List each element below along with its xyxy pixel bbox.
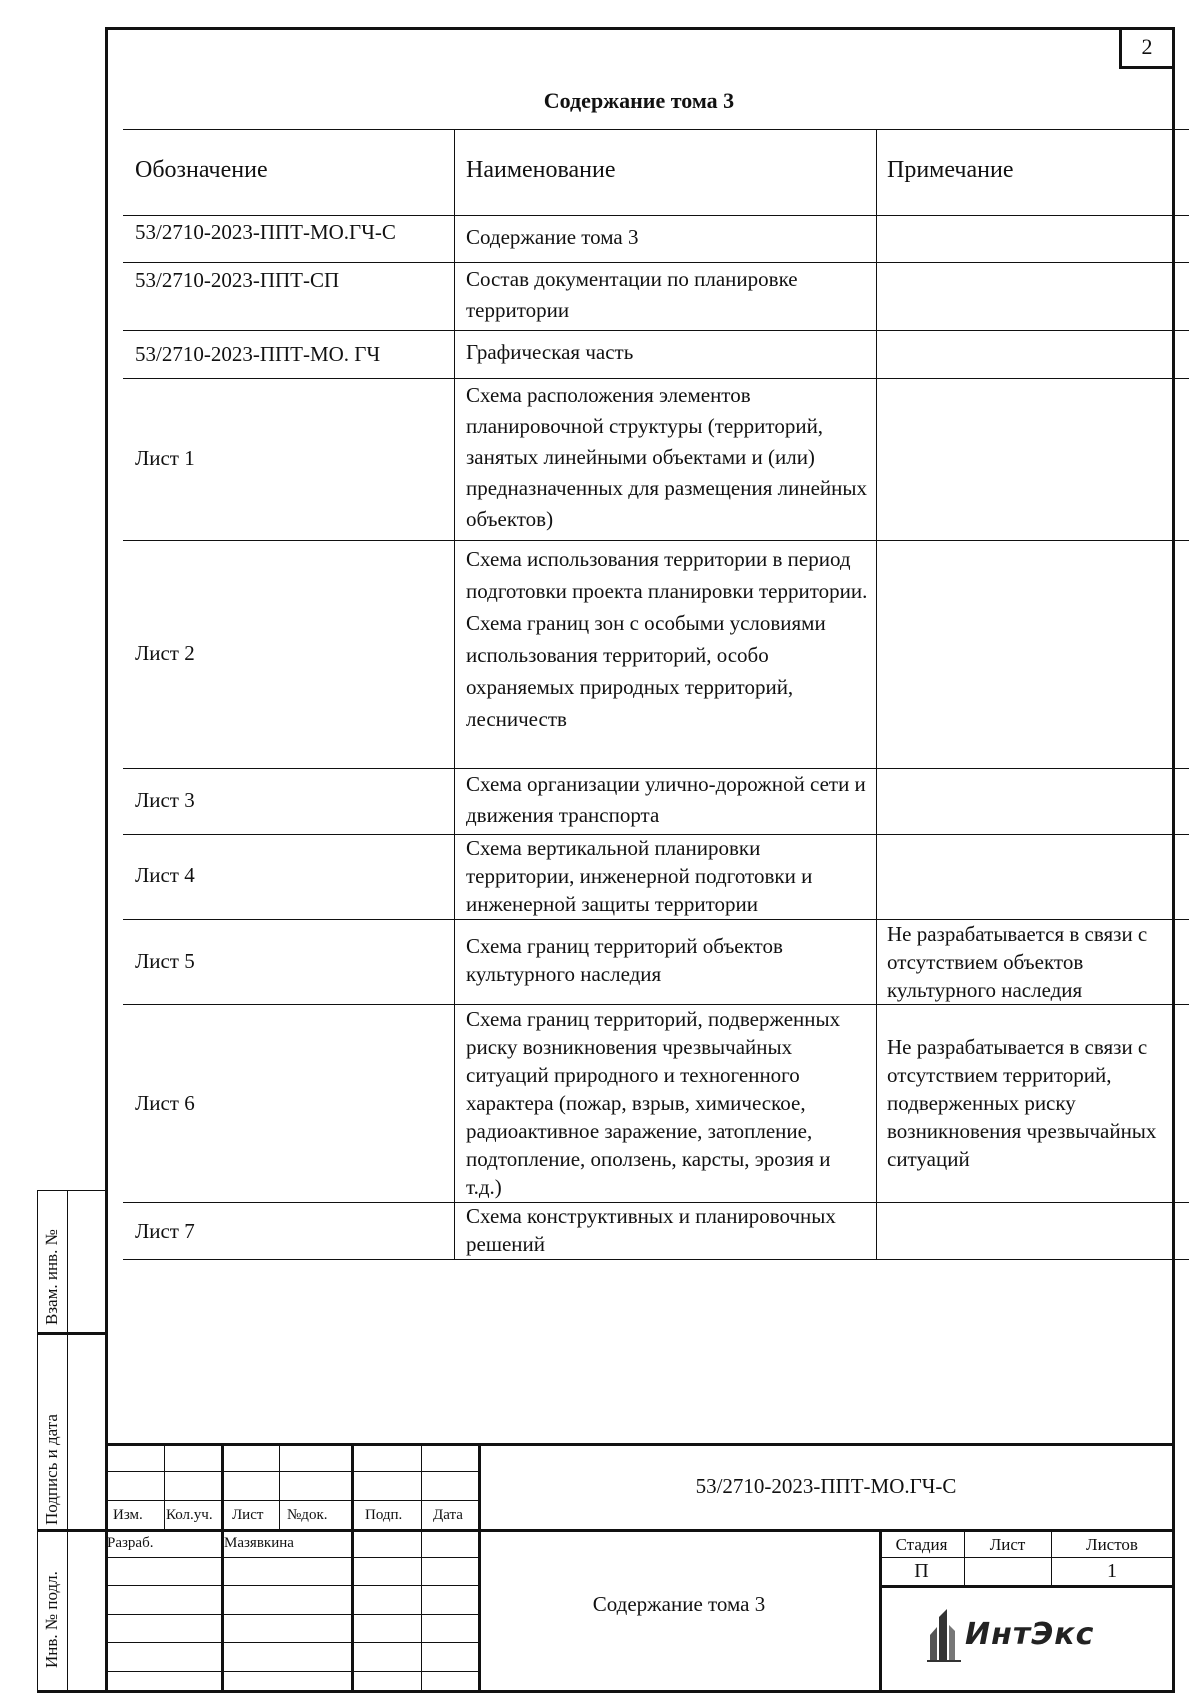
stamp-stage-value: П bbox=[914, 1560, 929, 1582]
stamp-sheets-value: 1 bbox=[1107, 1560, 1117, 1582]
stamp-header-izm: Изм. bbox=[113, 1507, 143, 1523]
table-row-code: Лист 6 bbox=[135, 1091, 195, 1115]
column-header-code: Обозначение bbox=[135, 157, 268, 183]
company-logo bbox=[925, 1605, 1125, 1665]
table-row-code: Лист 1 bbox=[135, 446, 195, 470]
table-row-code: Лист 3 bbox=[135, 788, 195, 812]
table-row-name: Схема вертикальной планировки территории, инженерной подготовки и инженерной защиты территории bbox=[466, 836, 813, 916]
table-row-name: Схема границ территорий объектов культурного наследия bbox=[466, 934, 783, 986]
table-row-name: Схема расположения элементов планировочной структуры (территорий, занятых линейными объектами и (или) предназначенных для размещения линейных объектов) bbox=[466, 383, 867, 531]
table-row-code: Лист 4 bbox=[135, 863, 195, 887]
column-header-note: Примечание bbox=[887, 157, 1014, 183]
stamp-razrab-name: Мазявкина bbox=[224, 1535, 294, 1551]
stamp-razrab-label: Разраб. bbox=[107, 1535, 154, 1551]
stamp-header-podp: Подп. bbox=[365, 1507, 403, 1523]
table-row-note: Не разрабатывается в связи с отсутствием территорий, подверженных риску возникновения чрезвычайных ситуаций bbox=[887, 1035, 1157, 1171]
stamp-header-kol: Кол.уч. bbox=[166, 1507, 213, 1523]
table-row-name: Схема конструктивных и планировочных решений bbox=[466, 1204, 836, 1256]
column-header-name: Наименование bbox=[466, 157, 616, 183]
table-row-name: Схема использования территории в период подготовки проекта планировки территории. Схема границ зон с особыми условиями использования территорий, особо охраняемых природных территорий, лесничеств bbox=[466, 547, 868, 731]
table-row-code: 53/2710-2023-ППТ-МО. ГЧ bbox=[135, 342, 381, 366]
side-label-vzam: Взам. инв. № bbox=[42, 1229, 61, 1325]
stamp-sheets-label: Листов bbox=[1086, 1535, 1138, 1554]
table-row-name: Состав документации по планировке территории bbox=[466, 267, 798, 322]
stamp-doc-title: Содержание тома 3 bbox=[592, 1592, 766, 1616]
table-row-note: Не разрабатывается в связи с отсутствием объектов культурного наследия bbox=[887, 922, 1148, 1002]
table-row-code: 53/2710-2023-ППТ-МО.ГЧ-С bbox=[135, 220, 396, 244]
page-title: Содержание тома 3 bbox=[543, 88, 735, 113]
page-number: 2 bbox=[1119, 29, 1172, 69]
stamp-header-ndok: №док. bbox=[287, 1507, 328, 1523]
table-row-code: 53/2710-2023-ППТ-СП bbox=[135, 268, 340, 292]
frame-bottom-border bbox=[37, 1690, 1175, 1693]
table-row-name: Схема организации улично-дорожной сети и движения транспорта bbox=[466, 772, 866, 827]
stamp-header-list: Лист bbox=[232, 1507, 264, 1523]
side-label-podpis: Подпись и дата bbox=[42, 1414, 61, 1525]
table-row-code: Лист 7 bbox=[135, 1219, 195, 1243]
stamp-sheet-label: Лист bbox=[989, 1535, 1026, 1554]
table-row-code: Лист 2 bbox=[135, 641, 195, 665]
table-row-name: Графическая часть bbox=[466, 340, 634, 364]
logo-text: ИнтЭкс bbox=[965, 1617, 1095, 1652]
stamp-header-data: Дата bbox=[433, 1507, 463, 1523]
stamp-stage-label: Стадия bbox=[895, 1535, 948, 1554]
table-row-name: Содержание тома 3 bbox=[466, 225, 639, 249]
table-row-name: Схема границ территорий, подверженных риску возникновения чрезвычайных ситуаций природного и техногенного характера (пожар, взрыв, химическое, радиоактивное заражение, затопление, подтопление, оползень, карсты, эрозия и т.д.) bbox=[466, 1007, 841, 1199]
stamp-doc-code: 53/2710-2023-ППТ-МО.ГЧ-С bbox=[695, 1474, 957, 1498]
side-label-inv: Инв. № подл. bbox=[42, 1571, 61, 1668]
table-row-code: Лист 5 bbox=[135, 949, 195, 973]
frame-top-border bbox=[105, 27, 1175, 30]
